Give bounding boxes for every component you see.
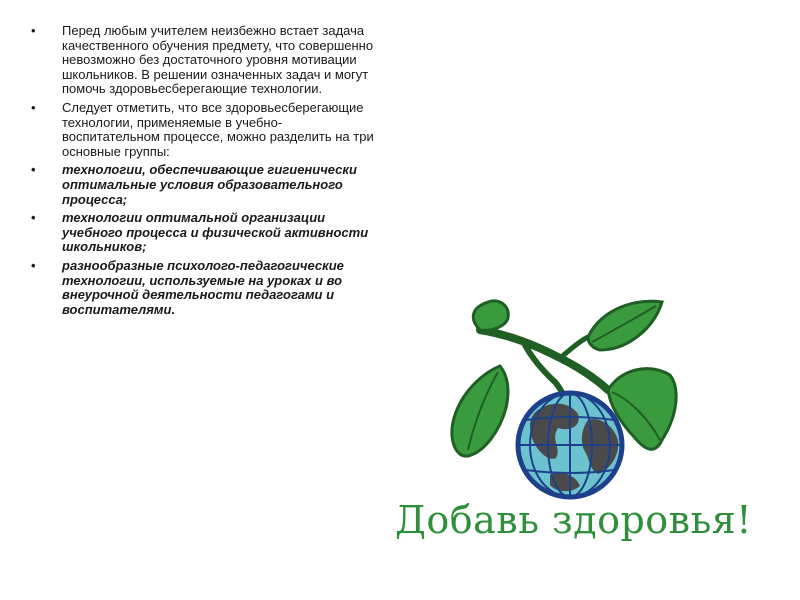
bullet-icon: • <box>31 99 36 115</box>
text-block <box>22 24 442 321</box>
list-item-text: разнообразные психолого-педагогические технологии, используемые на уроках и во внеурочной деятельности педагогами и воспитателями. <box>62 257 344 317</box>
stem-icon <box>560 337 588 358</box>
list-item <box>22 24 442 97</box>
leaf-icon <box>473 301 508 330</box>
bullet-icon: • <box>31 23 36 38</box>
list-item <box>22 259 442 317</box>
slogan-text: Добавь здоровья! <box>395 498 752 542</box>
globe-plant-logo <box>430 290 750 530</box>
list-item <box>22 211 442 255</box>
bullet-icon: • <box>31 162 36 178</box>
bullet-list <box>22 24 442 317</box>
list-item <box>22 101 442 159</box>
bullet-icon: • <box>31 257 36 273</box>
list-item-text: Следует отметить, что все здоровьесберегающие технологии, применяемые в учебно- воспитательном процессе, можно разделить на три основные группы: <box>62 99 374 159</box>
list-item-text: технологии, обеспечивающие гигиенически оптимальные условия образовательного процесса; <box>62 162 357 207</box>
list-item-text: Перед любым учителем неизбежно встает задача качественного обучения предмету, что совершенно невозможно без достаточного уровня мотивации школьников. В решении означенных задач и могут помочь здоровьесберегающие технологии. <box>62 23 374 97</box>
list-item-text: технологии оптимальной организации учебного процесса и физической активности школьников; <box>62 210 369 255</box>
bullet-icon: • <box>31 210 36 226</box>
list-item <box>22 163 442 207</box>
